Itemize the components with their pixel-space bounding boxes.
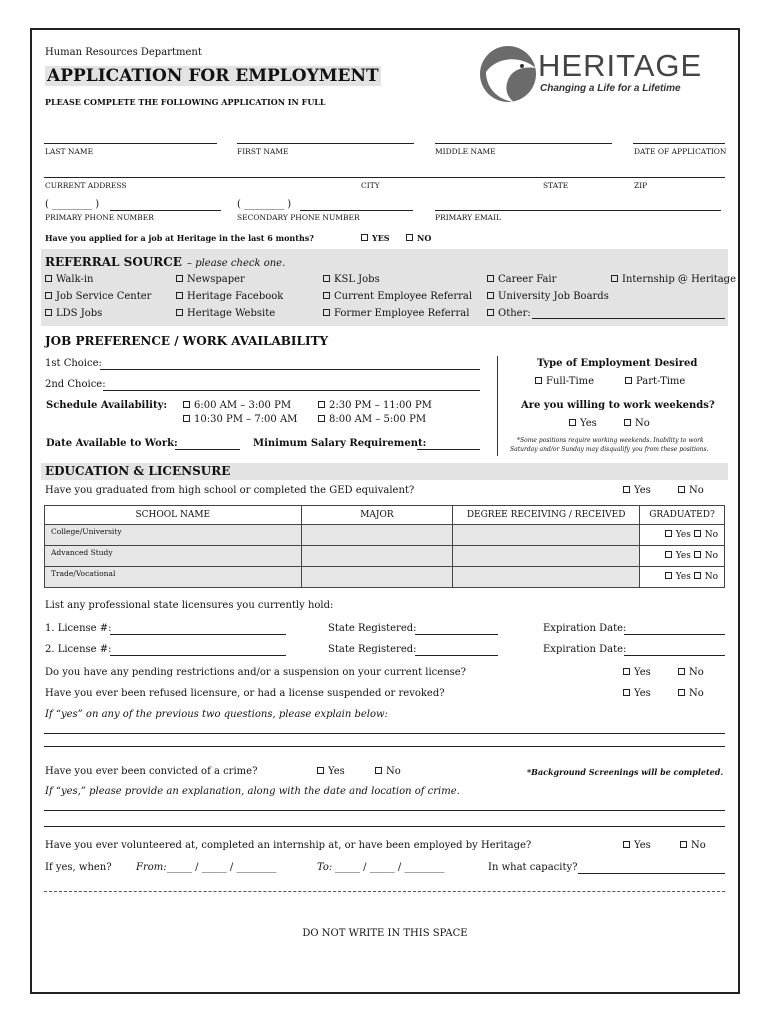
checkbox-icon[interactable] [318,401,325,408]
heritage-eagle-logo-icon [478,44,540,104]
checkbox-icon[interactable] [680,841,687,848]
major-cell[interactable] [301,567,453,588]
degree-cell[interactable] [453,567,640,588]
date-available-line[interactable] [175,449,240,450]
middle-name-line[interactable] [435,143,612,144]
checkbox-icon[interactable] [45,275,52,282]
office-use-divider [44,891,725,892]
license1-exp-label: Expiration Date: [543,623,627,634]
shift-option[interactable]: 8:00 AM – 5:00 PM [318,414,426,425]
email-label: PRIMARY EMAIL [435,213,502,222]
referral-option[interactable]: Heritage Website [176,308,275,319]
education-table [44,505,725,588]
weekend-note-line1: *Some positions require working weekends. Inability to work [517,437,704,444]
degree-cell[interactable] [453,546,640,567]
shift-option[interactable]: 10:30 PM – 7:00 AM [183,414,297,425]
checkbox-icon[interactable] [694,572,701,579]
to-label: To: [317,862,333,873]
license2-exp-label: Expiration Date: [543,644,627,655]
weekends-no-option[interactable]: No [624,418,650,429]
referral-heading: REFERRAL SOURCE – please check one. [45,255,286,269]
refused-no-option[interactable]: No [678,688,704,699]
weekend-note-line2: Saturday and/or Sunday may disqualify you from these positions. [510,446,709,453]
pending-question: Do you have any pending restrictions and/or a suspension on your current license? [45,667,467,678]
salary-label: Minimum Salary Requirement: [253,438,427,449]
job-preference-heading: JOB PREFERENCE / WORK AVAILABILITY [45,334,329,348]
first-choice-label: 1st Choice: [45,358,102,369]
department-label: Human Resources Department [45,47,202,58]
checkbox-icon[interactable] [665,572,672,579]
license1-state-line[interactable] [415,634,498,635]
checkbox-icon[interactable] [625,377,632,384]
zip-label: ZIP [634,181,648,190]
checkbox-icon[interactable] [678,668,685,675]
last-name-line[interactable] [44,143,217,144]
logo-wordmark: HERITAGE [538,48,703,83]
checkbox-icon[interactable] [45,292,52,299]
vertical-divider [497,356,498,456]
explain-line[interactable] [44,746,725,747]
office-use-label: DO NOT WRITE IN THIS SPACE [302,928,468,939]
crime-explain-instruction: If “yes,” please provide an explanation, along with the date and location of crime. [45,786,460,797]
explain-instruction: If “yes” on any of the previous two questions, please explain below: [45,709,388,720]
checkbox-icon[interactable] [323,275,330,282]
checkbox-icon[interactable] [678,689,685,696]
major-cell[interactable] [301,546,453,567]
checkbox-icon[interactable] [623,668,630,675]
checkbox-icon[interactable] [487,292,494,299]
ged-yes-option[interactable]: Yes [623,485,651,496]
checkbox-icon[interactable] [318,415,325,422]
weekends-question: Are you willing to work weekends? [521,400,715,411]
last-name-label: LAST NAME [45,147,94,156]
license2-label: 2. License #: [45,644,112,655]
secondary-phone-line[interactable] [300,210,413,211]
date-available-label: Date Available to Work: [46,438,178,449]
crime-explain-line[interactable] [44,826,725,827]
checkbox-icon[interactable] [665,530,672,537]
checkbox-icon[interactable] [183,415,190,422]
checkbox-icon[interactable] [45,309,52,316]
license1-line[interactable] [110,634,286,635]
license2-state-label: State Registered: [328,644,417,655]
ged-question: Have you graduated from high school or completed the GED equivalent? [45,485,415,496]
referral-option[interactable]: LDS Jobs [45,308,102,319]
date-line[interactable] [633,143,725,144]
weekends-yes-option[interactable]: Yes [569,418,597,429]
license2-exp-line[interactable] [624,655,725,656]
checkbox-icon[interactable] [183,401,190,408]
checkbox-icon[interactable] [535,377,542,384]
crime-no-option[interactable]: No [375,766,401,777]
refused-question: Have you ever been refused licensure, or had a license suspended or revoked? [45,688,445,699]
major-cell[interactable] [301,525,453,546]
shift-option[interactable]: 6:00 AM – 3:00 PM [183,400,291,411]
checkbox-icon[interactable] [323,292,330,299]
crime-yes-option[interactable]: Yes [317,766,345,777]
primary-phone-line[interactable] [110,210,221,211]
logo-tagline: Changing a Life for a Lifetime [540,83,681,94]
school-cell[interactable]: Advanced Study [45,546,302,567]
explain-line[interactable] [44,733,725,734]
checkbox-icon[interactable] [176,309,183,316]
table-row [45,567,725,588]
state-label: STATE [543,181,569,190]
checkbox-icon[interactable] [406,234,413,241]
school-name-header: SCHOOL NAME [45,506,302,525]
checkbox-icon[interactable] [678,486,685,493]
middle-name-label: MIDDLE NAME [435,147,496,156]
checkbox-icon[interactable] [624,419,631,426]
part-time-option[interactable]: Part-Time [625,376,685,387]
from-label: From: [136,862,167,873]
major-header: MAJOR [301,506,453,525]
second-choice-line[interactable] [103,390,480,391]
checkbox-icon[interactable] [623,689,630,696]
checkbox-icon[interactable] [361,234,368,241]
referral-option[interactable]: University Job Boards [487,291,609,302]
referral-option[interactable]: KSL Jobs [323,274,380,285]
checkbox-icon[interactable] [323,309,330,316]
licensure-intro: List any professional state licensures you currently hold: [45,600,334,611]
school-cell[interactable]: College/University [45,525,302,546]
degree-cell[interactable] [453,525,640,546]
first-name-label: FIRST NAME [237,147,289,156]
table-row [45,546,725,567]
salary-line[interactable] [417,449,480,450]
page-title: APPLICATION FOR EMPLOYMENT [47,66,379,86]
page-subtitle: PLEASE COMPLETE THE FOLLOWING APPLICATION IN FULL [45,97,326,107]
license1-exp-line[interactable] [624,634,725,635]
checkbox-icon[interactable] [487,275,494,282]
schedule-label: Schedule Availability: [46,400,168,411]
first-name-line[interactable] [237,143,414,144]
shift-option[interactable]: 2:30 PM – 11:00 PM [318,400,432,411]
heritage-no-option[interactable]: No [680,840,706,851]
employment-type-heading: Type of Employment Desired [537,358,698,369]
checkbox-icon[interactable] [375,767,382,774]
from-date-blanks[interactable]: _____ / _____ / ________ [167,862,277,873]
crime-explain-line[interactable] [44,810,725,811]
capacity-label: In what capacity? [488,862,578,873]
refused-yes-option[interactable]: Yes [623,688,651,699]
referral-option[interactable]: Job Service Center [45,291,151,302]
primary-phone-area: ( ________ ) [45,199,100,210]
referral-other-line[interactable] [532,318,725,319]
referral-option[interactable]: Former Employee Referral [323,308,469,319]
checkbox-icon[interactable] [623,841,630,848]
license2-state-line[interactable] [415,655,498,656]
referral-option[interactable]: Heritage Facebook [176,291,283,302]
checkbox-icon[interactable] [317,767,324,774]
school-cell[interactable]: Trade/Vocational [45,567,302,588]
license1-label: 1. License #: [45,623,112,634]
full-time-option[interactable]: Full-Time [535,376,594,387]
secondary-phone-area: ( ________ ) [237,199,292,210]
checkbox-icon[interactable] [176,275,183,282]
applied-no-option[interactable]: NO [406,233,431,243]
degree-header: DEGREE RECEIVING / RECEIVED [453,506,640,525]
city-label: CITY [361,181,380,190]
to-date-blanks[interactable]: _____ / _____ / ________ [335,862,445,873]
ged-no-option[interactable]: No [678,485,704,496]
address-line[interactable] [44,177,725,178]
referral-option[interactable]: Newspaper [176,274,245,285]
primary-phone-label: PRIMARY PHONE NUMBER [45,213,154,222]
education-heading: EDUCATION & LICENSURE [45,464,231,478]
checkbox-icon[interactable] [569,419,576,426]
checkbox-icon[interactable] [694,530,701,537]
referral-option[interactable]: Walk-in [45,274,93,285]
second-choice-label: 2nd Choice: [45,379,106,390]
crime-question: Have you ever been convicted of a crime? [45,766,258,777]
table-row [45,525,725,546]
referral-option[interactable]: Career Fair [487,274,556,285]
email-line[interactable] [435,210,721,211]
if-yes-when-label: If yes, when? [45,862,112,873]
graduated-header: GRADUATED? [640,506,725,525]
address-label: CURRENT ADDRESS [45,181,127,190]
referral-option[interactable]: Current Employee Referral [323,291,472,302]
table-header-row [45,506,725,525]
checkbox-icon[interactable] [694,551,701,558]
checkbox-icon[interactable] [176,292,183,299]
checkbox-icon[interactable] [623,486,630,493]
background-screening-note: *Background Screenings will be completed. [527,767,724,777]
heritage-history-question: Have you ever volunteered at, completed an internship at, or have been employed by Heritage? [45,840,532,851]
capacity-line[interactable] [578,873,725,874]
first-choice-line[interactable] [100,369,480,370]
graduated-cell[interactable]: Yes No [640,567,725,588]
secondary-phone-label: SECONDARY PHONE NUMBER [237,213,360,222]
referral-option-other[interactable]: Other: [487,308,531,319]
graduated-cell[interactable]: Yes No [640,546,725,567]
checkbox-icon[interactable] [665,551,672,558]
referral-option[interactable]: Internship @ Heritage [611,274,736,285]
graduated-cell[interactable]: Yes No [640,525,725,546]
license2-line[interactable] [110,655,286,656]
applied-before-question: Have you applied for a job at Heritage in the last 6 months? [45,233,314,243]
license1-state-label: State Registered: [328,623,417,634]
applied-yes-option[interactable]: YES [361,233,390,243]
checkbox-icon[interactable] [611,275,618,282]
checkbox-icon[interactable] [487,309,494,316]
pending-yes-option[interactable]: Yes [623,667,651,678]
date-label: DATE OF APPLICATION [634,147,727,156]
pending-no-option[interactable]: No [678,667,704,678]
heritage-yes-option[interactable]: Yes [623,840,651,851]
